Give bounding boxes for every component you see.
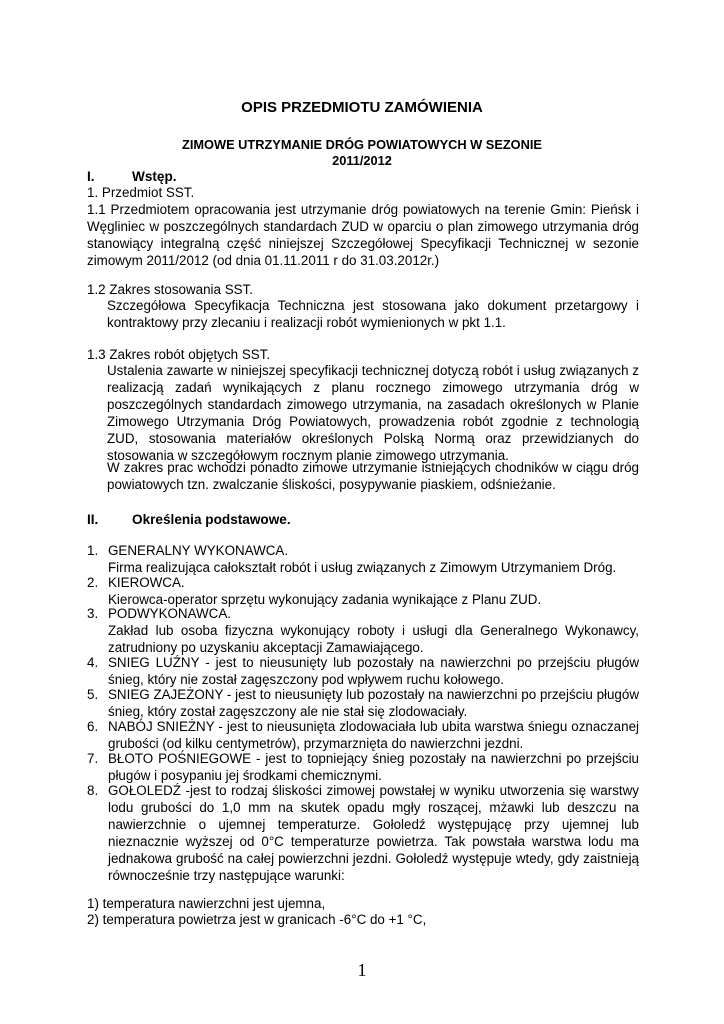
definition-number: 2. — [87, 575, 99, 590]
definition-number: 4. — [87, 655, 99, 670]
document-subtitle — [0, 137, 724, 169]
definition-item — [87, 686, 639, 720]
section-2-heading — [87, 511, 291, 528]
document-title: OPIS PRZEDMIOTU ZAMÓWIENIA — [241, 99, 483, 116]
section-1-title: Wstęp. — [132, 169, 177, 184]
definition-text: NABÓJ SNIEŻNY - jest to nieusunięta zlodowaciała lub ubita warstwa śniegu oznaczanej grubości (od kilku centymetrów), przymarznięta do nawierzchni jezdni. — [108, 719, 639, 751]
definition-item — [87, 542, 639, 576]
definition-number: 3. — [87, 606, 99, 621]
definition-text: SNIEG ZAJEŻONY - jest to nieusunięty lub pozostały na nawierzchni po przejściu pługów śnieg, który został zagęszczony ale nie stał się zlodowaciały. — [108, 687, 639, 719]
definition-item — [87, 750, 639, 784]
definition-item — [87, 654, 639, 688]
paragraph-1-2: Szczegółowa Specyfikacja Techniczna jest stosowana jako dokument przetargowy i kontraktowy przy zlecaniu i realizacji robót wymienionych w pkt 1.1. — [107, 298, 639, 330]
page-number: 1 — [357, 960, 367, 980]
definition-item — [87, 718, 639, 752]
definition-text: PODWYKONAWCA. Zakład lub osoba fizyczna wykonujący roboty i usługi dla Generalnego Wykonawcy, zatrudniony po uzyskaniu akceptacji Zamawiającego. — [108, 606, 639, 655]
definition-item — [87, 782, 639, 884]
section-1-heading — [87, 168, 177, 185]
definition-number: 5. — [87, 687, 99, 702]
subtitle-line-1: ZIMOWE UTRZYMANIE DRÓG POWIATOWYCH W SEZONIE — [182, 137, 542, 152]
paragraph-1-3b: W zakres prac wchodzi ponadto zimowe utrzymanie istniejących chodników w ciągu dróg powiatowych tzn. zwalczanie śliskości, posypywanie piaskiem, odśnieżanie. — [107, 460, 639, 492]
definition-text: BŁOTO POŚNIEGOWE - jest to topniejący śnieg pozostały na nawierzchni po przejściu pługów i posypaniu jej środkami chemicznymi. — [108, 751, 639, 783]
definition-number: 1. — [87, 543, 99, 558]
definition-text: GOŁOLEDŹ -jest to rodzaj śliskości zimowej powstałej w wyniku utworzenia się warstwy lodu grubości do 1,0 mm na skutek opadu mgły roszącej, mżawki lub deszczu na nawierzchnie o ujemnej temperaturze. Gołoledź występującę przy ujemnej lub nieznacznie wyższej od 0°C temperaturze powietrza. Tak powstała warstwa lodu ma jednakowa grubość na całej powierzchni jezdni. Gołoledź występuje wtedy, gdy zaistnieją równocześnie trzy następujące warunki: — [108, 783, 639, 883]
condition-1: 1) temperatura nawierzchni jest ujemna, — [87, 896, 326, 911]
item-1-heading: 1. Przedmiot SST. — [87, 185, 195, 200]
definition-number: 6. — [87, 719, 99, 734]
definition-text: KIEROWCA. Kierowca-operator sprzętu wykonujący zadania wynikające z Planu ZUD. — [108, 575, 542, 607]
definition-text: GENERALNY WYKONAWCA. Firma realizująca całokształt robót i usług związanych z Zimowym Utrzymaniem Dróg. — [108, 543, 617, 575]
section-1-number: I. — [87, 169, 95, 184]
definition-item — [87, 605, 639, 656]
definition-text: SNIEG LUŹNY - jest to nieusunięty lub pozostały na nawierzchni po przejściu pługów śnieg, który nie został zagęszczony pod wpływem ruchu kołowego. — [108, 655, 639, 687]
paragraph-1-1: 1.1 Przedmiotem opracowania jest utrzymanie dróg powiatowych na terenie Gmin: Pieńsk i Węgliniec w poszczególnych standardach ZUD w oparciu o plan zimowego utrzymania dróg stanowiący integralną część niniejszej Szczegółowej Specyfikacji Technicznej w sezonie zimowym 2011/2012 (od dnia 01.11.2011 r do 31.03.2012r.) — [87, 202, 639, 268]
definition-number: 7. — [87, 751, 99, 766]
definition-item — [87, 574, 639, 608]
paragraph-1-3a: Ustalenia zawarte w niniejszej specyfikacji technicznej dotyczą robót i usług związanych z realizacją zadań wynikających z planu rocznego zimowego utrzymania dróg w poszczególnych standardach zimowego utrzymania, na zasadach określonych w Planie Zimowego Utrzymania Dróg Powiatowych, prowadzenia robót zgodnie z technologią ZUD, stosowania materiałów określonych Polską Normą oraz przewidzianych do stosowania w szczegółowym rocznym planie zimowego utrzymania. — [107, 363, 639, 463]
heading-1-2: 1.2 Zakres stosowania SST. — [87, 282, 253, 297]
condition-2: 2) temperatura powietrza jest w granicach -6°C do +1 °C, — [87, 912, 427, 927]
section-2-title: Określenia podstawowe. — [132, 512, 291, 527]
subtitle-line-2: 2011/2012 — [332, 153, 392, 168]
definition-number: 8. — [87, 783, 99, 798]
section-2-number: II. — [87, 512, 99, 527]
heading-1-3: 1.3 Zakres robót objętych SST. — [87, 347, 271, 362]
